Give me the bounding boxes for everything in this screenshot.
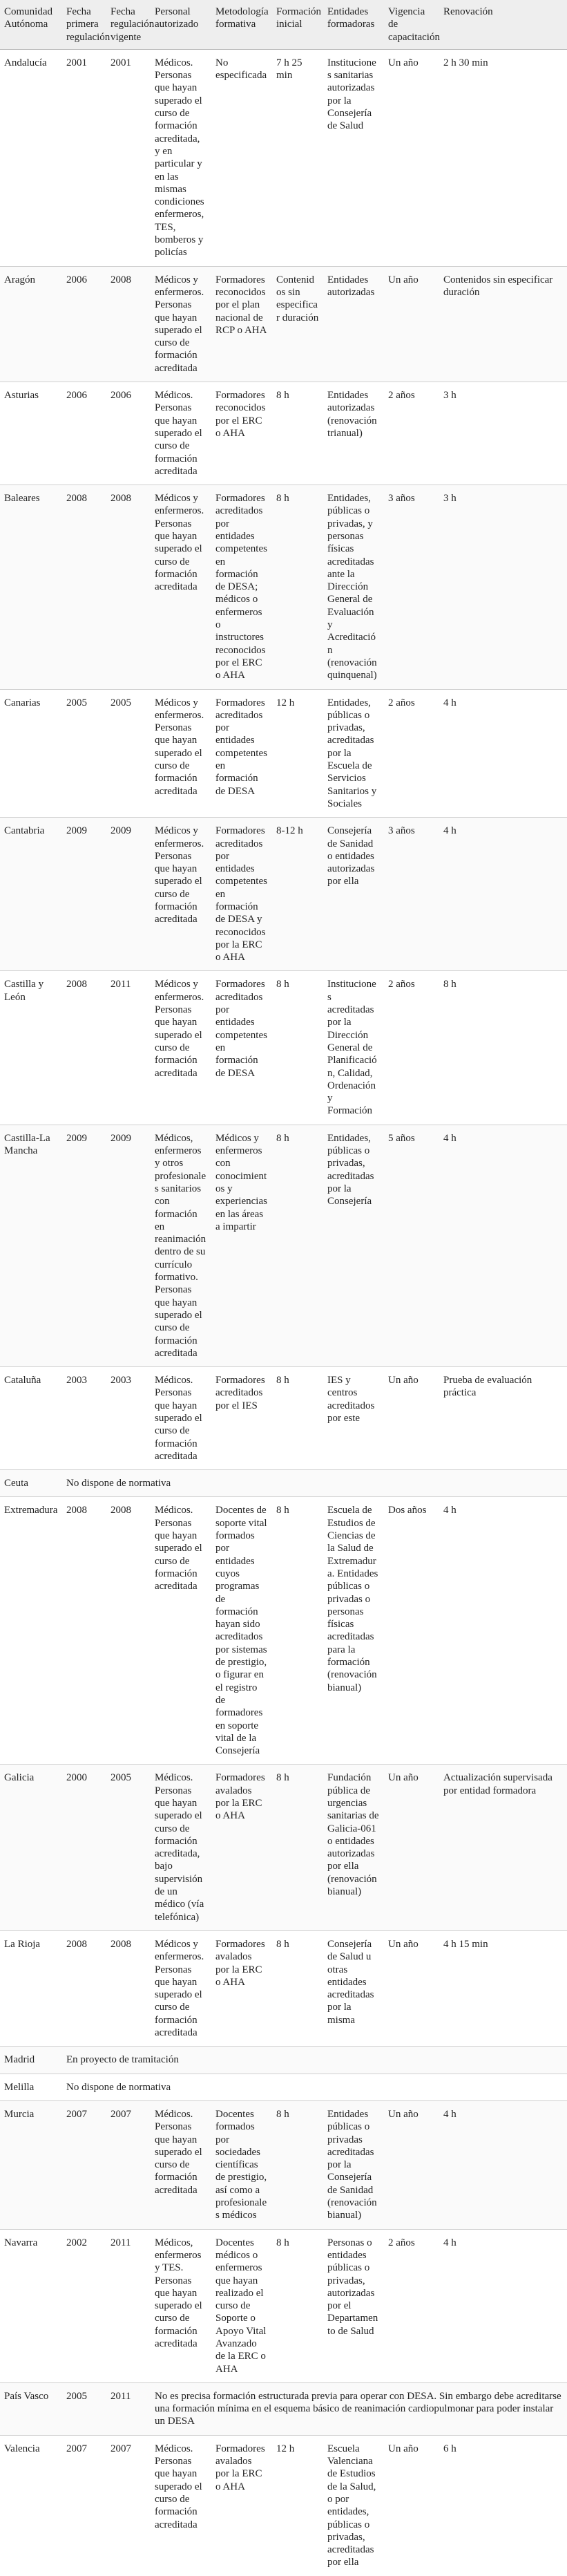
table-cell: Entidades, públicas o privadas, y personas físicas acreditadas ante la Dirección General de Evaluación y Acreditación (renovación quinquenal) (323, 485, 384, 689)
table-cell: Entidades, públicas o privadas, acreditadas por la Consejería (323, 1125, 384, 1366)
merged-note-cell: No dispone de normativa (62, 2074, 567, 2100)
table-row (0, 1930, 567, 2046)
table-cell: Murcia (0, 2100, 62, 2229)
table-cell: No especificada (211, 49, 272, 266)
table-cell: 2006 (62, 266, 106, 382)
table-cell: Melilla (0, 2074, 62, 2100)
table-cell: 8 h (272, 485, 323, 689)
table-cell: Médicos. Personas que hayan superado el curso de formación acreditada (151, 1497, 211, 1765)
table-cell: Navarra (0, 2229, 62, 2382)
table-cell: Ceuta (0, 1470, 62, 1497)
table-cell: 8 h (272, 382, 323, 485)
table-cell: Docentes de soporte vital formados por entidades cuyos programas de formación hayan sido acreditados por sistemas de prestigio, o figurar en el registro de formadores en soporte vital de la Consejería (211, 1497, 272, 1765)
table-cell: 2009 (62, 1125, 106, 1366)
table-cell: Médicos y enfermeros con conocimientos y experiencias en las áreas a impartir (211, 1125, 272, 1366)
table-cell: Médicos. Personas que hayan superado el curso de formación acreditada (151, 382, 211, 485)
table-cell: 2008 (106, 1497, 151, 1765)
table-row (0, 1470, 567, 1497)
table-cell: 2 años (384, 689, 439, 818)
table-cell: 4 h (439, 1497, 567, 1765)
table-cell: Médicos y enfermeros. Personas que hayan superado el curso de formación acreditada (151, 266, 211, 382)
table-row (0, 689, 567, 818)
table-cell: Consejería de Sanidad o entidades autorizadas por ella (323, 818, 384, 971)
table-header (0, 0, 567, 49)
table-cell: 8 h (272, 971, 323, 1125)
table-cell: Un año (384, 266, 439, 382)
table-cell: IES y centros acreditados por este (323, 1367, 384, 1470)
table-cell: Escuela de Estudios de Ciencias de la Salud de Extremadura. Entidades públicas o privadas o personas físicas acreditadas para la formación (renovación bianual) (323, 1497, 384, 1765)
column-header: Renovación (439, 0, 567, 49)
table-cell: 4 h (439, 818, 567, 971)
table-cell: 5 años (384, 1125, 439, 1366)
table-cell: Formadores avalados por la ERC o AHA (215, 2443, 265, 2492)
table-row (0, 49, 567, 266)
table-row (0, 971, 567, 1125)
table-cell: 8 h (272, 1367, 323, 1470)
table-cell: Castilla-La Mancha (0, 1125, 62, 1366)
table-cell: 8 h (439, 971, 567, 1125)
table-cell: Médicos y enfermeros. Personas que hayan superado el curso de formación acreditada (151, 485, 211, 689)
table-cell: Entidades autorizadas (323, 266, 384, 382)
table-cell: Consejería de Salud u otras entidades acreditadas por la misma (323, 1930, 384, 2046)
table-cell: Docentes formados por sociedades científicas de prestigio, así como a profesionales médicos (211, 2100, 272, 2229)
table-cell: Contenidos sin especificar duración (439, 266, 567, 382)
table-cell: Médicos, enfermeros y TES. Personas que hayan superado el curso de formación acreditada (151, 2229, 211, 2382)
table-cell: 2001 (62, 49, 106, 266)
table-cell: Formadores reconocidos por el plan nacional de RCP o AHA (211, 266, 272, 382)
table-cell: 3 h (439, 382, 567, 485)
table-cell: Extremadura (0, 1497, 62, 1765)
table-cell: Médicos y enfermeros. Personas que hayan superado el curso de formación acreditada (151, 971, 211, 1125)
table-cell: Canarias (0, 689, 62, 818)
column-header: Formación inicial (272, 0, 323, 49)
table-body (0, 49, 567, 2575)
table-cell: 2002 (62, 2229, 106, 2382)
table-cell: 2007 (66, 2443, 87, 2454)
table-cell: Médicos. Personas que hayan superado el curso de formación acreditada (151, 2100, 211, 2229)
table-cell: Dos años (384, 1497, 439, 1765)
table-cell: Entidades, públicas o privadas, acreditadas por la Escuela de Servicios Sanitarios y Sociales (323, 689, 384, 818)
table-cell: Formadores avalados por la ERC o AHA (211, 1930, 272, 2046)
table-row (0, 1125, 567, 1366)
table-cell: 2001 (106, 49, 151, 266)
table-cell: 2003 (62, 1367, 106, 1470)
table-cell: 2007 (110, 2443, 131, 2454)
table-row (0, 382, 567, 485)
column-header: Comunidad Autónoma (0, 0, 62, 49)
table-cell: 7 h 25 min (272, 49, 323, 266)
table-cell: 4 h (439, 2100, 567, 2229)
header-row (0, 0, 567, 49)
merged-note-cell: No es precisa formación estructurada previa para operar con DESA. Sin embargo debe acreditarse una formación mínima en el esquema básico de reanimación cardiopulmonar para poder instalar un DESA (151, 2382, 567, 2435)
table-cell: Galicia (0, 1765, 62, 1931)
table-row (0, 2229, 567, 2382)
table-cell: Escuela Valenciana de Estudios de la Salud, o por entidades, públicas o privadas, acreditadas por ella (327, 2443, 376, 2568)
column-header: Fecha primera regulación (62, 0, 106, 49)
table-cell: 2009 (106, 1125, 151, 1366)
table-cell: 2003 (106, 1367, 151, 1470)
table-cell: Un año (384, 1367, 439, 1470)
table-cell: País Vasco (0, 2382, 62, 2435)
table-cell: Médicos y enfermeros. Personas que hayan superado el curso de formación acreditada (151, 818, 211, 971)
table-cell: Cataluña (0, 1367, 62, 1470)
table-cell: Un año (384, 2100, 439, 2229)
table-cell: 2 h 30 min (439, 49, 567, 266)
table-row (0, 818, 567, 971)
table-cell: Madrid (0, 2047, 62, 2074)
merged-note-cell: En proyecto de tramitación (62, 2047, 567, 2074)
table-cell: Aragón (0, 266, 62, 382)
column-header: Fecha regulación vigente (106, 0, 151, 49)
column-header: Entidades formadoras (323, 0, 384, 49)
table-cell: La Rioja (0, 1930, 62, 2046)
table-cell: Cantabria (0, 818, 62, 971)
table-cell: 3 h (439, 485, 567, 689)
table-cell: 2006 (106, 382, 151, 485)
table-row (0, 266, 567, 382)
table-cell: 2005 (62, 689, 106, 818)
table-cell: Formadores reconocidos por el ERC o AHA (211, 382, 272, 485)
table-cell: 2011 (106, 2382, 151, 2435)
table-cell: Entidades públicas o privadas acreditadas por la Consejería de Sanidad (renovación bianual) (323, 2100, 384, 2229)
table-cell: Médicos. Personas que hayan superado el curso de formación acreditada, bajo supervisión de un médico (vía telefónica) (151, 1765, 211, 1931)
table-cell: Fundación pública de urgencias sanitarias de Galicia-061 o entidades autorizadas por ella (renovación bianual) (323, 1765, 384, 1931)
table-cell: Formadores acreditados por entidades competentes en formación de DESA (211, 689, 272, 818)
table-cell: 2008 (62, 971, 106, 1125)
table-cell: Formadores acreditados por entidades competentes en formación de DESA (211, 971, 272, 1125)
table-row (0, 2047, 567, 2074)
table-cell: Un año (384, 1765, 439, 1931)
column-header: Personal autorizado (151, 0, 211, 49)
table-cell: Instituciones acreditadas por la Dirección General de Planificación, Calidad, Ordenación y Formación (323, 971, 384, 1125)
table-cell: Formadores avalados por la ERC o AHA (211, 1765, 272, 1931)
table-cell: 2006 (62, 382, 106, 485)
table-cell: 2011 (106, 971, 151, 1125)
table-cell: 2007 (62, 2100, 106, 2229)
table-cell: 2008 (62, 485, 106, 689)
table-cell: 2008 (106, 266, 151, 382)
table-cell: Médicos y enfermeros. Personas que hayan superado el curso de formación acreditada (151, 689, 211, 818)
table-cell: 8 h (272, 1125, 323, 1366)
table-cell: 2008 (106, 485, 151, 689)
table-row (0, 2382, 567, 2435)
table-cell: Médicos. Personas que hayan superado el curso de formación acreditada (151, 1367, 211, 1470)
table-cell: 2005 (62, 2382, 106, 2435)
table-cell: Formadores acreditados por entidades competentes en formación de DESA; médicos o enfermeros o instructores reconocidos por el ERC o AHA (211, 485, 272, 689)
table-row (0, 2074, 567, 2100)
table-cell: 8 h (272, 2100, 323, 2229)
table-row (0, 485, 567, 689)
table-cell: 2 años (384, 382, 439, 485)
table-cell: Un año (384, 49, 439, 266)
table-cell: Baleares (0, 485, 62, 689)
table-row (0, 1497, 567, 1765)
table-cell: Valencia (4, 2443, 40, 2454)
table-cell: Un año (384, 1930, 439, 2046)
table-cell: 8 h (272, 2229, 323, 2382)
table-cell: 8-12 h (272, 818, 323, 971)
merged-note-cell: No dispone de normativa (62, 1470, 567, 1497)
table-cell: 2008 (62, 1497, 106, 1765)
table-cell: 8 h (272, 1765, 323, 1931)
column-header: Vigencia de capacitación (384, 0, 439, 49)
table-cell: 2011 (106, 2229, 151, 2382)
table-cell: Formadores acreditados por el IES (211, 1367, 272, 1470)
table-cell: Docentes médicos o enfermeros que hayan realizado el curso de Soporte o Apoyo Vital Avanzado de la ERC o AHA (211, 2229, 272, 2382)
table-cell: Andalucía (0, 49, 62, 266)
table-cell: 2008 (62, 1930, 106, 2046)
table-cell: 12 h (272, 689, 323, 818)
table-cell: 8 h (272, 1930, 323, 2046)
table-cell: Médicos. Personas que hayan superado el curso de formación acreditada (155, 2443, 202, 2530)
table-cell: 2000 (62, 1765, 106, 1931)
table-cell: 2009 (106, 818, 151, 971)
table-cell: 4 h 15 min (439, 1930, 567, 2046)
table-row (0, 1367, 567, 1470)
table-cell: 12 h (276, 2443, 295, 2454)
table-cell: Formadores acreditados por entidades competentes en formación de DESA y reconocidos por la ERC o AHA (211, 818, 272, 971)
table-cell: 2009 (62, 818, 106, 971)
table-cell: Contenidos sin especificar duración (272, 266, 323, 382)
table-cell: 2 años (384, 971, 439, 1125)
table-cell: 4 h (439, 1125, 567, 1366)
table-cell: 2 años (384, 2229, 439, 2382)
table-cell: 3 años (384, 818, 439, 971)
table-cell: Un año (388, 2443, 419, 2454)
table-cell: Asturias (0, 382, 62, 485)
table-cell: Actualización supervisada por entidad formadora (439, 1765, 567, 1931)
table-cell: 3 años (384, 485, 439, 689)
table-cell: 6 h (443, 2443, 457, 2454)
table-cell: Médicos. Personas que hayan superado el curso de formación acreditada, y en particular y en las mismas condiciones enfermeros, TES, bomberos y policías (151, 49, 211, 266)
table-cell: Médicos, enfermeros y otros profesionales sanitarios con formación en reanimación dentro de su currículo formativo. Personas que hayan superado el curso de formación acreditada (151, 1125, 211, 1366)
table-cell: 2008 (106, 1930, 151, 2046)
table-cell: 4 h (439, 2229, 567, 2382)
table-row (0, 2435, 567, 2575)
table-cell: 2007 (106, 2100, 151, 2229)
table-cell: Personas o entidades públicas o privadas, autorizadas por el Departamento de Salud (323, 2229, 384, 2382)
table-cell: Prueba de evaluación práctica (439, 1367, 567, 1470)
table-cell: Médicos y enfermeros. Personas que hayan superado el curso de formación acreditada (151, 1930, 211, 2046)
table-row (0, 2100, 567, 2229)
table-cell: 8 h (272, 1497, 323, 1765)
table-cell: 2005 (106, 1765, 151, 1931)
column-header: Metodología formativa (211, 0, 272, 49)
table-cell: 4 h (439, 689, 567, 818)
table-cell: Entidades autorizadas (renovación trianual) (323, 382, 384, 485)
table-row (0, 1765, 567, 1931)
table-cell: Castilla y León (0, 971, 62, 1125)
table-cell: 2005 (106, 689, 151, 818)
table-cell: Instituciones sanitarias autorizadas por la Consejería de Salud (323, 49, 384, 266)
